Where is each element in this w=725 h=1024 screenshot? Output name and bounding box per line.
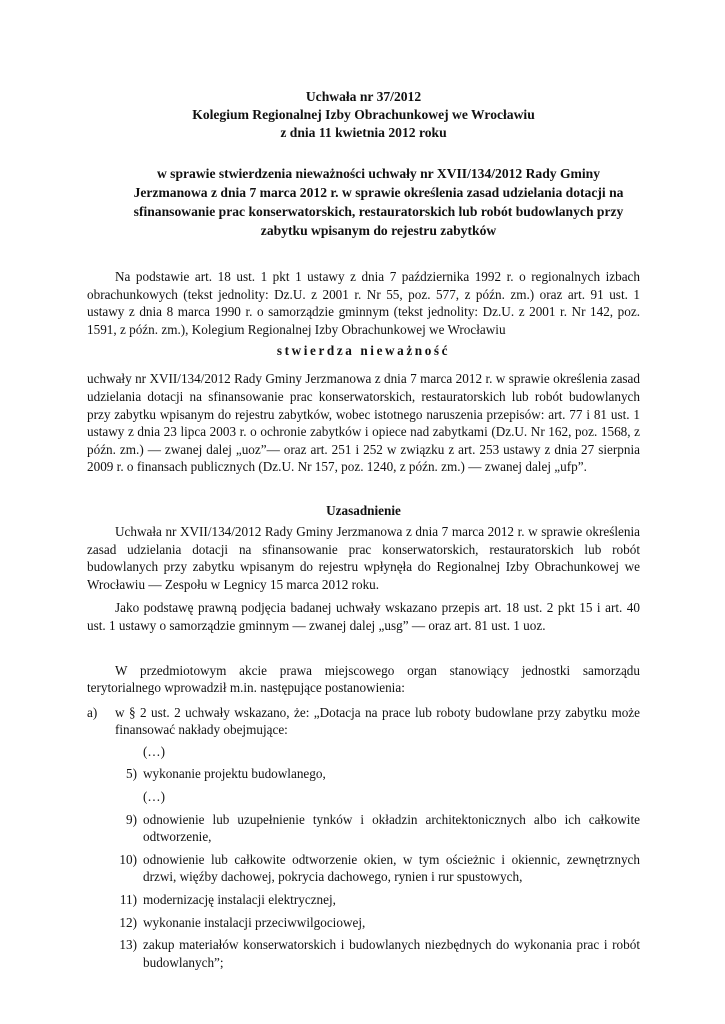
- issuing-body: Kolegium Regionalnej Izby Obrachunkowej we Wrocławiu: [192, 107, 535, 122]
- list-item-text: (…): [143, 743, 165, 759]
- legal-basis-paragraph: Na podstawie art. 18 ust. 1 pkt 1 ustawy z dnia 7 października 1992 r. o regionalnych izbach obrachunkowych (tekst jednolity: Dz.U. z 2001 r. Nr 55, poz. 577, z późn. zm.) oraz art. 91 ust. 1 ustawy z dnia 8 marca 1990 r. o samorządzie gminnym (tekst jednolity: Dz.U. z 2001 r. Nr 142, poz. 1591, z późn. zm.), Kolegium Regionalnej Izby Obrachunkowej we Wrocławiu: [87, 269, 640, 337]
- list-item-text: wykonanie instalacji przeciwwilgociowej,: [143, 914, 366, 930]
- list-item-text: odnowienie lub uzupełnienie tynków i okładzin architektonicznych albo ich całkowite odtworzenie,: [143, 811, 640, 845]
- list-item-number: 9): [126, 811, 137, 827]
- resolution-date: z dnia 11 kwietnia 2012 roku: [280, 125, 447, 140]
- decision-paragraph: uchwały nr XVII/134/2012 Rady Gminy Jerzmanowa z dnia 7 marca 2012 r. w sprawie określenia zasad udzielania dotacji na sfinansowanie prac konserwatorskich, restauratorskich lub robót budowlanych przy zabytku wpisanym do rejestru zabytków, wobec istotnego naruszenia przepisów: art. 77 i 81 ust. 1 ustawy z dnia 23 lipca 2003 r. o ochronie zabytków i opiece nad zabytkami (Dz.U. Nr 162, poz. 1568, z późn. zm.) — zwanej dalej „uoz”— oraz art. 251 i 252 w związku z art. 253 ustawy z dnia 27 sierpnia 2009 r. o finansach publicznych (Dz.U. Nr 157, poz. 1240, z późn. zm.) — zwanej dalej „ufp”.: [87, 371, 640, 475]
- justification-heading: Uzasadnienie: [326, 502, 401, 518]
- list-item-text: modernizację instalacji elektrycznej,: [143, 892, 336, 908]
- declaration-heading: stwierdza nieważność: [276, 343, 451, 359]
- list-item-number: 12): [119, 914, 137, 930]
- list-item-number: 11): [119, 892, 137, 908]
- list-item-a: [87, 704, 640, 739]
- list-item: [87, 743, 640, 761]
- list-item-text: wykonanie projektu budowlanego,: [143, 766, 326, 782]
- justification-paragraph-2: Jako podstawę prawną podjęcia badanej uchwały wskazano przepis art. 18 ust. 2 pkt 15 i art. 40 ust. 1 ustawy o samorządzie gminnym — zwanej dalej „usg” — oraz art. 81 ust. 1 uoz.: [87, 600, 640, 633]
- list-item-text: (…): [143, 789, 165, 805]
- resolution-subject: w sprawie stwierdzenia nieważności uchwały nr XVII/134/2012 Rady Gminy Jerzmanowa z dnia 7 marca 2012 r. w sprawie określenia zasad udzielania dotacji na sfinansowanie prac konserwatorskich, restauratorskich lub robót budowlanych przy zabytku wpisanym do rejestru zabytków: [133, 166, 624, 238]
- list-item: [87, 851, 640, 886]
- list-item-number: 10): [119, 851, 137, 867]
- list-item-text: odnowienie lub całkowite odtworzenie okien, w tym ościeżnic i okiennic, zewnętrznych drzwi, więźby dachowej, pokrycia dachowego, rynien i rur spustowych,: [143, 851, 640, 885]
- document-page: [87, 88, 640, 976]
- justification-paragraph-3: W przedmiotowym akcie prawa miejscowego organ stanowiący jednostki samorządu terytorialnego wprowadził m.in. następujące postanowienia:: [87, 662, 640, 696]
- list-item-a-text: w § 2 ust. 2 uchwały wskazano, że: „Dotacja na prace lub roboty budowlane przy zabytku może finansować nakłady obejmujące:: [115, 704, 640, 738]
- list-item: [87, 788, 640, 806]
- list-item: [87, 765, 640, 783]
- resolution-header: [87, 88, 640, 142]
- list-item: [87, 914, 640, 932]
- quoted-provisions-list: [87, 743, 640, 972]
- resolution-number: Uchwała nr 37/2012: [305, 89, 422, 104]
- list-item: [87, 936, 640, 971]
- list-item: [87, 891, 640, 909]
- list-item-text: zakup materiałów konserwatorskich i budowlanych niezbędnych do wykonania prac i robót budowlanych”;: [143, 937, 640, 970]
- list-item-a-marker: a): [87, 704, 98, 720]
- justification-paragraph-1: Uchwała nr XVII/134/2012 Rady Gminy Jerzmanowa z dnia 7 marca 2012 r. w sprawie określenia zasad udzielania dotacji na sfinansowanie prac konserwatorskich, restauratorskich lub robót budowlanych przy zabytku wpisanym do rejestru wpłynęła do Regionalnej Izby Obrachunkowej we Wrocławiu — Zespołu w Legnicy 15 marca 2012 roku.: [87, 523, 640, 592]
- list-item-number: 13): [119, 937, 137, 953]
- list-item-number: 5): [126, 766, 137, 782]
- list-item: [87, 811, 640, 846]
